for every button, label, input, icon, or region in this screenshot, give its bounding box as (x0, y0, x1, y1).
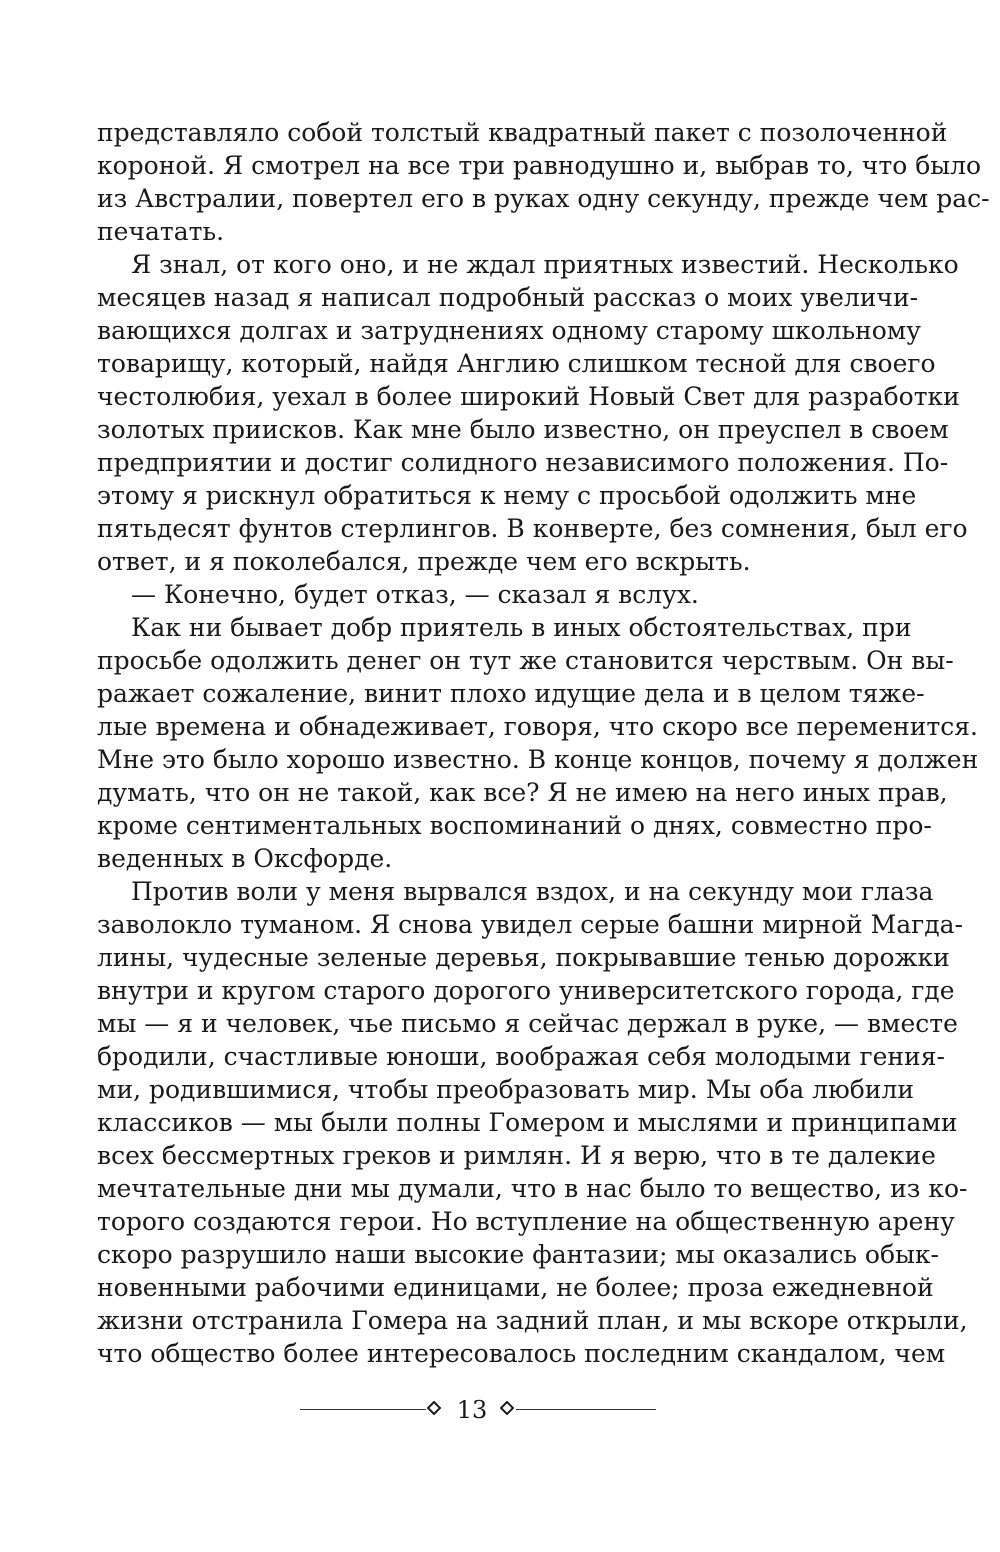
text-line: представляло собой толстый квадратный пакет с позолоченной (97, 118, 948, 147)
body-text (97, 116, 990, 1370)
diamond-ornament-icon (500, 1401, 514, 1415)
text-line: скоро разрушило наши высокие фантазии; мы оказались обык- (97, 1240, 939, 1269)
text-line: ми, родившимися, чтобы преобразовать мир. Мы оба любили (97, 1075, 915, 1104)
text-line: бродили, счастливые юноши, воображая себя молодыми гения- (97, 1042, 945, 1071)
text-line: Я знал, от кого оно, и не ждал приятных известий. Несколько (131, 250, 959, 279)
text-line: всех бессмертных греков и римлян. И я верю, что в те далекие (97, 1141, 936, 1170)
text-line: мы — я и человек, чье письмо я сейчас держал в руке, — вместе (97, 1009, 958, 1038)
page-number: 13 (456, 1396, 488, 1424)
diamond-ornament-icon (427, 1401, 441, 1415)
footer-rule-right (516, 1409, 656, 1410)
text-line: честолюбия, уехал в более широкий Новый Свет для разработки (97, 382, 960, 411)
text-line: ответ, и я поколебался, прежде чем его вскрыть. (97, 547, 751, 576)
text-line: просьбе одолжить денег он тут же становится черствым. Он вы- (97, 646, 954, 675)
text-line: пятьдесят фунтов стерлингов. В конверте, без сомнения, был его (97, 514, 968, 543)
text-line: заволокло туманом. Я снова увидел серые башни мирной Магда- (97, 910, 963, 939)
text-line: внутри и кругом старого дорогого университетского города, где (97, 976, 955, 1005)
text-line: печатать. (97, 217, 225, 246)
text-line: мечтательные дни мы думали, что в нас было то вещество, из ко- (97, 1174, 968, 1203)
text-line: товарищу, который, найдя Англию слишком тесной для своего (97, 349, 936, 378)
text-line: золотых приисков. Как мне было известно, он преуспел в своем (97, 415, 949, 444)
text-line: веденных в Оксфорде. (97, 844, 393, 873)
page-footer (0, 1395, 1000, 1425)
text-line: этому я рискнул обратиться к нему с просьбой одолжить мне (97, 481, 917, 510)
text-line: жизни отстранила Гомера на задний план, и мы вскоре открыли, (97, 1306, 968, 1335)
text-line: кроме сентиментальных воспоминаний о днях, совместно про- (97, 811, 932, 840)
text-line: из Австралии, повертел его в руках одну секунду, прежде чем рас- (97, 184, 990, 213)
text-line: лые времена и обнадеживает, говоря, что скоро все переменится. (97, 712, 978, 741)
text-line: — Конечно, будет отказ, — сказал я вслух. (131, 580, 699, 609)
text-line: новенными рабочими единицами, не более; проза ежедневной (97, 1273, 934, 1302)
footer-rule-left (300, 1409, 426, 1410)
text-line: короной. Я смотрел на все три равнодушно и, выбрав то, что было (97, 151, 982, 180)
text-line: ражает сожаление, винит плохо идущие дела и в целом тяже- (97, 679, 925, 708)
text-line: торого создаются герои. Но вступление на общественную арену (97, 1207, 955, 1236)
text-line: Как ни бывает добр приятель в иных обстоятельствах, при (131, 613, 912, 642)
text-line: что общество более интересовалось последним скандалом, чем (97, 1339, 946, 1368)
text-line: классиков — мы были полны Гомером и мыслями и принципами (97, 1108, 958, 1137)
text-line: Против воли у меня вырвался вздох, и на секунду мои глаза (131, 877, 934, 906)
text-line: месяцев назад я написал подробный рассказ о моих увеличи- (97, 283, 919, 312)
text-line: предприятии и достиг солидного независимого положения. По- (97, 448, 949, 477)
text-line: думать, что он не такой, как все? Я не имею на него иных прав, (97, 778, 948, 807)
text-line: вающихся долгах и затруднениях одному старому школьному (97, 316, 921, 345)
text-line: Мне это было хорошо известно. В конце концов, почему я должен (97, 745, 979, 774)
text-line: лины, чудесные зеленые деревья, покрывавшие тенью дорожки (97, 943, 950, 972)
